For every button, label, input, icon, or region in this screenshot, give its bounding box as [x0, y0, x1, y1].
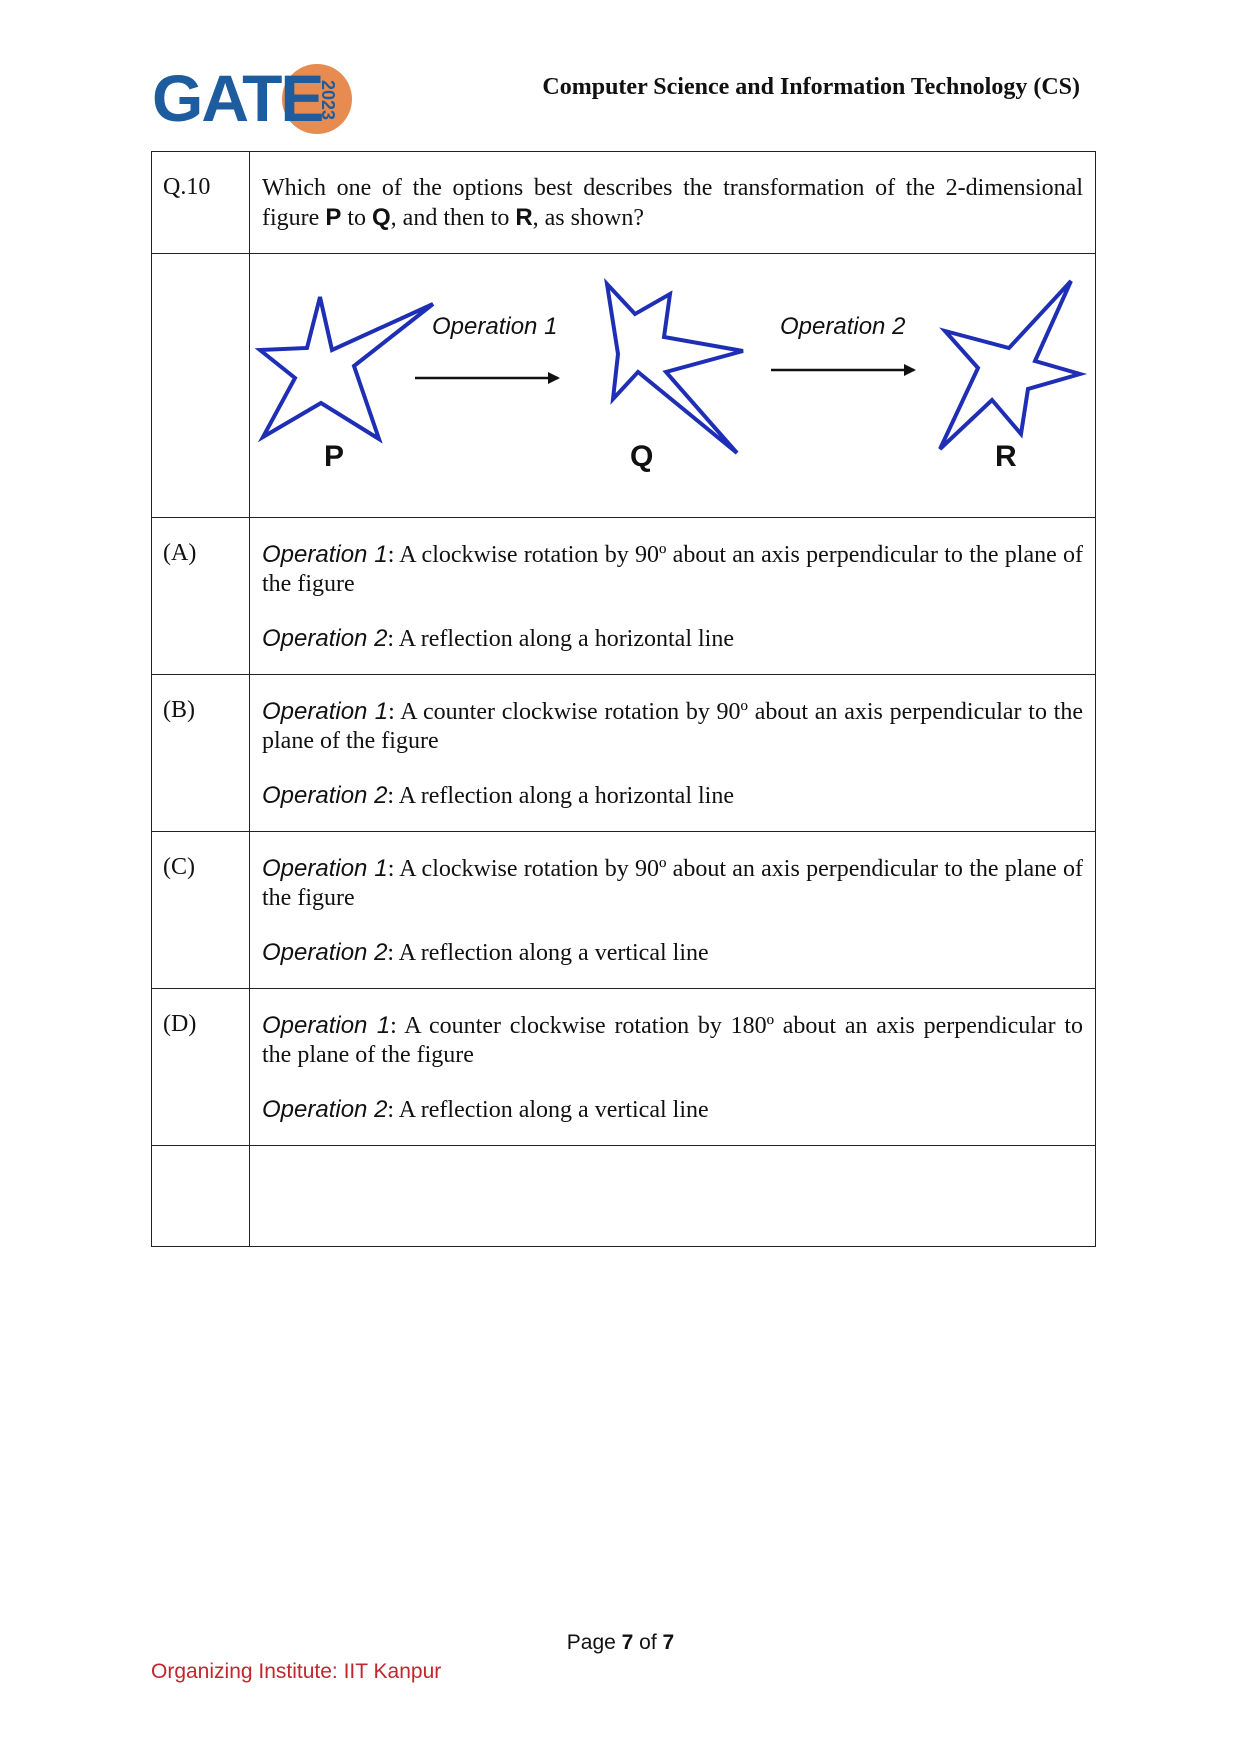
logo-text: GATE	[152, 61, 323, 135]
option-label: (A)	[152, 518, 250, 675]
empty-row	[152, 1146, 1096, 1247]
figure-cell	[250, 254, 1096, 518]
gate-logo	[152, 58, 362, 138]
figure-number-cell	[152, 254, 250, 518]
option-text: Operation 1: A clockwise rotation by 90º about an axis perpendicular to the plane of the figure Operation 2: A reflection along a horizontal line	[250, 518, 1096, 675]
option-row-b	[152, 675, 1096, 832]
option-text: Operation 1: A counter clockwise rotation by 90º about an axis perpendicular to the plane of the figure Operation 2: A reflection along a horizontal line	[250, 675, 1096, 832]
option-row-a	[152, 518, 1096, 675]
option-label: (B)	[152, 675, 250, 832]
operation2-label: Operation 2	[780, 313, 906, 340]
shape-label-q: Q	[630, 440, 654, 473]
empty-cell	[152, 1146, 250, 1247]
star-p	[260, 297, 433, 439]
star-r	[940, 281, 1080, 449]
logo-year: 2023	[318, 80, 338, 121]
shape-label-p: P	[324, 440, 345, 473]
question-table	[151, 151, 1096, 1247]
option-row-d	[152, 989, 1096, 1146]
star-q	[607, 284, 743, 453]
organizing-institute: Organizing Institute: IIT Kanpur	[151, 1660, 442, 1683]
question-row	[152, 152, 1096, 254]
option-label: (C)	[152, 832, 250, 989]
transformation-figure	[250, 254, 1107, 517]
operation1-label: Operation 1	[432, 313, 558, 340]
page-header-title: Computer Science and Information Technology (CS)	[542, 74, 1080, 100]
page-number: Page 7 of 7	[566, 1631, 675, 1654]
question-text: Which one of the options best describes the transformation of the 2-dimensional figure P to Q, and then to R, as shown?	[250, 152, 1096, 254]
empty-cell	[250, 1146, 1096, 1247]
shape-label-r: R	[995, 440, 1017, 473]
option-text: Operation 1: A clockwise rotation by 90º about an axis perpendicular to the plane of the figure Operation 2: A reflection along a vertical line	[250, 832, 1096, 989]
question-number: Q.10	[152, 152, 250, 254]
option-text: Operation 1: A counter clockwise rotation by 180º about an axis perpendicular to the plane of the figure Operation 2: A reflection along a vertical line	[250, 989, 1096, 1146]
figure-row	[152, 254, 1096, 518]
option-label: (D)	[152, 989, 250, 1146]
option-row-c	[152, 832, 1096, 989]
